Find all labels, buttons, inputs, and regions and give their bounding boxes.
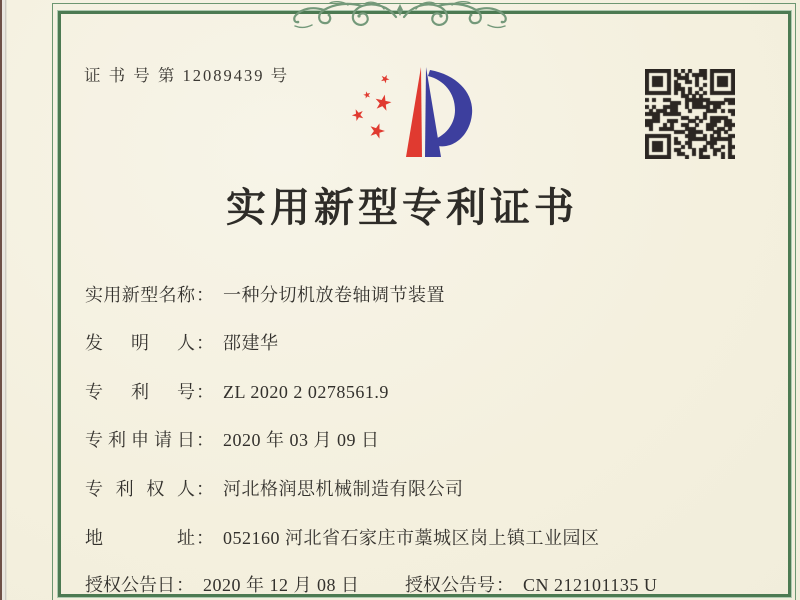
page-spine-edge xyxy=(0,0,7,600)
field-value: 052160 河北省石家庄市藁城区岗上镇工业园区 xyxy=(223,528,600,548)
field-label: 发明人 xyxy=(85,333,195,353)
field-label: 专利号 xyxy=(85,382,195,402)
field-row-inventor xyxy=(85,329,279,355)
field-row-grant-date xyxy=(85,571,360,597)
field-colon: ： xyxy=(196,285,214,305)
certificate-number: 证 书 号 第 12089439 号 xyxy=(84,66,290,85)
qr-code xyxy=(645,69,735,159)
field-label: 授权公告日 xyxy=(85,575,175,595)
certificate-title: 实用新型专利证书 xyxy=(226,185,578,230)
field-colon: ： xyxy=(496,575,514,595)
field-colon: ： xyxy=(196,333,214,353)
field-colon: ： xyxy=(196,382,214,402)
field-row-utility-model-name xyxy=(85,281,445,307)
field-row-patent-number xyxy=(85,378,389,404)
field-colon: ： xyxy=(196,479,214,499)
field-label: 专利申请日 xyxy=(85,430,195,450)
field-label: 专利权人 xyxy=(85,479,195,499)
field-colon: ： xyxy=(196,430,214,450)
field-colon: ： xyxy=(196,528,214,548)
field-row-grant-number xyxy=(405,571,657,597)
field-colon: ： xyxy=(176,575,194,595)
field-value: 邵建华 xyxy=(223,333,279,353)
logo-red-wedge xyxy=(406,67,422,157)
field-row-patentee xyxy=(85,475,464,501)
field-row-filing-date xyxy=(85,426,380,452)
field-label: 实用新型名称 xyxy=(85,285,195,305)
field-value: 一种分切机放卷轴调节装置 xyxy=(223,285,445,305)
field-label: 地址 xyxy=(85,528,195,548)
field-value: CN 212101135 U xyxy=(523,575,658,595)
field-value: ZL 2020 2 0278561.9 xyxy=(223,382,389,402)
field-value: 2020 年 03 月 09 日 xyxy=(223,430,380,450)
cnipa-patent-logo-icon xyxy=(330,54,480,164)
logo-stars xyxy=(350,73,392,139)
field-value: 2020 年 12 月 08 日 xyxy=(203,575,360,595)
scroll-flourish-icon xyxy=(275,0,525,30)
field-row-address xyxy=(85,524,600,550)
field-label: 授权公告号 xyxy=(405,575,495,595)
field-value: 河北格润思机械制造有限公司 xyxy=(223,479,464,499)
